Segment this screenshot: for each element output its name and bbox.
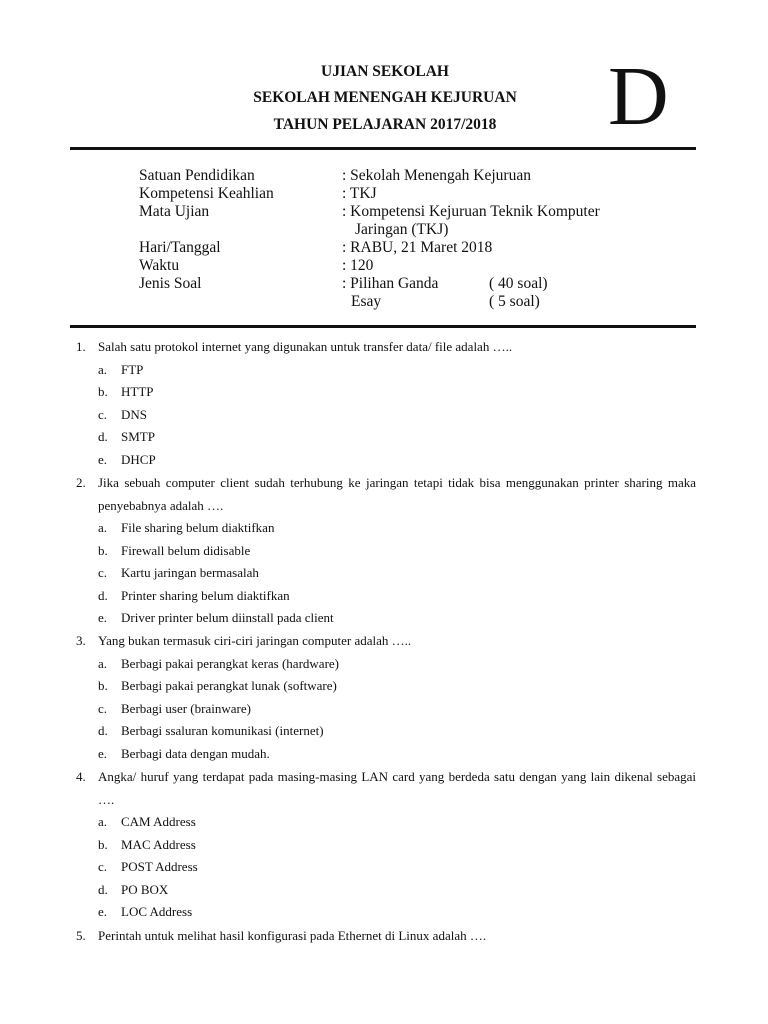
school-name: SEKOLAH MENENGAH KEJURUAN [253, 89, 517, 106]
option-text: Berbagi ssaluran komunikasi (internet) [121, 723, 324, 738]
info-value: Jaringan (TKJ) [355, 221, 449, 238]
academic-year: TAHUN PELAJARAN 2017/2018 [273, 116, 497, 133]
option-letter: a. [98, 655, 108, 671]
option-letter: a. [98, 814, 108, 829]
option-text: POST Address [121, 859, 198, 874]
exam-variant-letter: D [608, 50, 669, 143]
info-value: : Sekolah Menengah Kejuruan [342, 167, 531, 184]
question-text: Angka/ huruf yang terdapat pada masing-masing LAN card yang berdeda satu dengan yang lain dikenal sebagai …. [98, 769, 696, 807]
option-text: Berbagi pakai perangkat lunak (software) [121, 678, 337, 693]
question-number: 1. [76, 339, 86, 354]
option-letter: c. [98, 859, 108, 874]
option-letter: b. [98, 836, 108, 852]
info-value: : RABU, 21 Maret 2018 [342, 239, 493, 256]
option-text: DHCP [121, 451, 156, 467]
option-letter: a. [98, 520, 108, 535]
option-letter: c. [98, 700, 108, 716]
info-label: Waktu [139, 257, 180, 274]
info-divider [70, 325, 696, 328]
info-label: Kompetensi Keahlian [139, 185, 274, 202]
option-text: Berbagi pakai perangkat keras (hardware) [121, 655, 339, 671]
option-text: Printer sharing belum diaktifkan [121, 587, 290, 603]
info-label: Hari/Tanggal [139, 239, 221, 256]
option-text: Firewall belum didisable [121, 542, 251, 558]
info-value: : Kompetensi Kejuruan Teknik Komputer [342, 203, 600, 220]
option-text: CAM Address [121, 814, 196, 829]
option-letter: c. [98, 406, 108, 422]
option-letter: b. [98, 542, 108, 558]
option-letter: d. [98, 881, 108, 897]
option-letter: b. [98, 384, 108, 399]
option-letter: d. [98, 723, 108, 738]
question-count: ( 40 soal) [489, 275, 548, 292]
option-letter: e. [98, 610, 108, 625]
option-text: MAC Address [121, 836, 196, 852]
option-letter: d. [98, 587, 108, 603]
option-text: Kartu jaringan bermasalah [121, 565, 259, 580]
option-letter: c. [98, 565, 108, 580]
question-number: 5. [76, 928, 86, 943]
option-text: SMTP [121, 429, 155, 444]
question-count: ( 5 soal) [489, 293, 540, 310]
option-text: Berbagi data dengan mudah. [121, 745, 270, 761]
option-text: LOC Address [121, 904, 193, 919]
question-text: Salah satu protokol internet yang digunakan untuk transfer data/ file adalah ….. [98, 339, 513, 354]
option-text: PO BOX [121, 881, 169, 897]
question-number: 2. [76, 475, 86, 490]
info-label: Satuan Pendidikan [139, 167, 255, 184]
option-letter: e. [98, 904, 108, 919]
option-text: Driver printer belum diinstall pada client [121, 610, 334, 625]
option-letter: b. [98, 678, 108, 693]
option-letter: e. [98, 451, 108, 467]
question-text: Yang bukan termasuk ciri-ciri jaringan computer adalah ….. [98, 633, 412, 648]
question-text: Perintah untuk melihat hasil konfigurasi pada Ethernet di Linux adalah …. [98, 928, 487, 943]
option-text: Berbagi user (brainware) [121, 700, 251, 716]
exam-title: UJIAN SEKOLAH [321, 63, 449, 80]
option-text: FTP [121, 361, 144, 377]
info-label: Jenis Soal [139, 275, 202, 292]
info-value: : Pilihan Ganda [342, 275, 439, 292]
option-text: HTTP [121, 384, 154, 399]
question-number: 4. [76, 769, 86, 784]
question-number: 3. [76, 633, 86, 648]
info-value: Esay [351, 293, 382, 310]
info-value: : 120 [342, 257, 374, 274]
header-divider [70, 147, 696, 150]
info-value: : TKJ [342, 185, 377, 202]
option-letter: e. [98, 745, 108, 761]
question-text: Jika sebuah computer client sudah terhubung ke jaringan tetapi tidak bisa menggunakan printer sharing maka penyebabnya adalah …. [98, 475, 696, 513]
option-text: File sharing belum diaktifkan [121, 520, 275, 535]
option-letter: a. [98, 361, 108, 377]
option-text: DNS [121, 406, 148, 422]
option-letter: d. [98, 429, 108, 444]
info-label: Mata Ujian [139, 203, 210, 220]
